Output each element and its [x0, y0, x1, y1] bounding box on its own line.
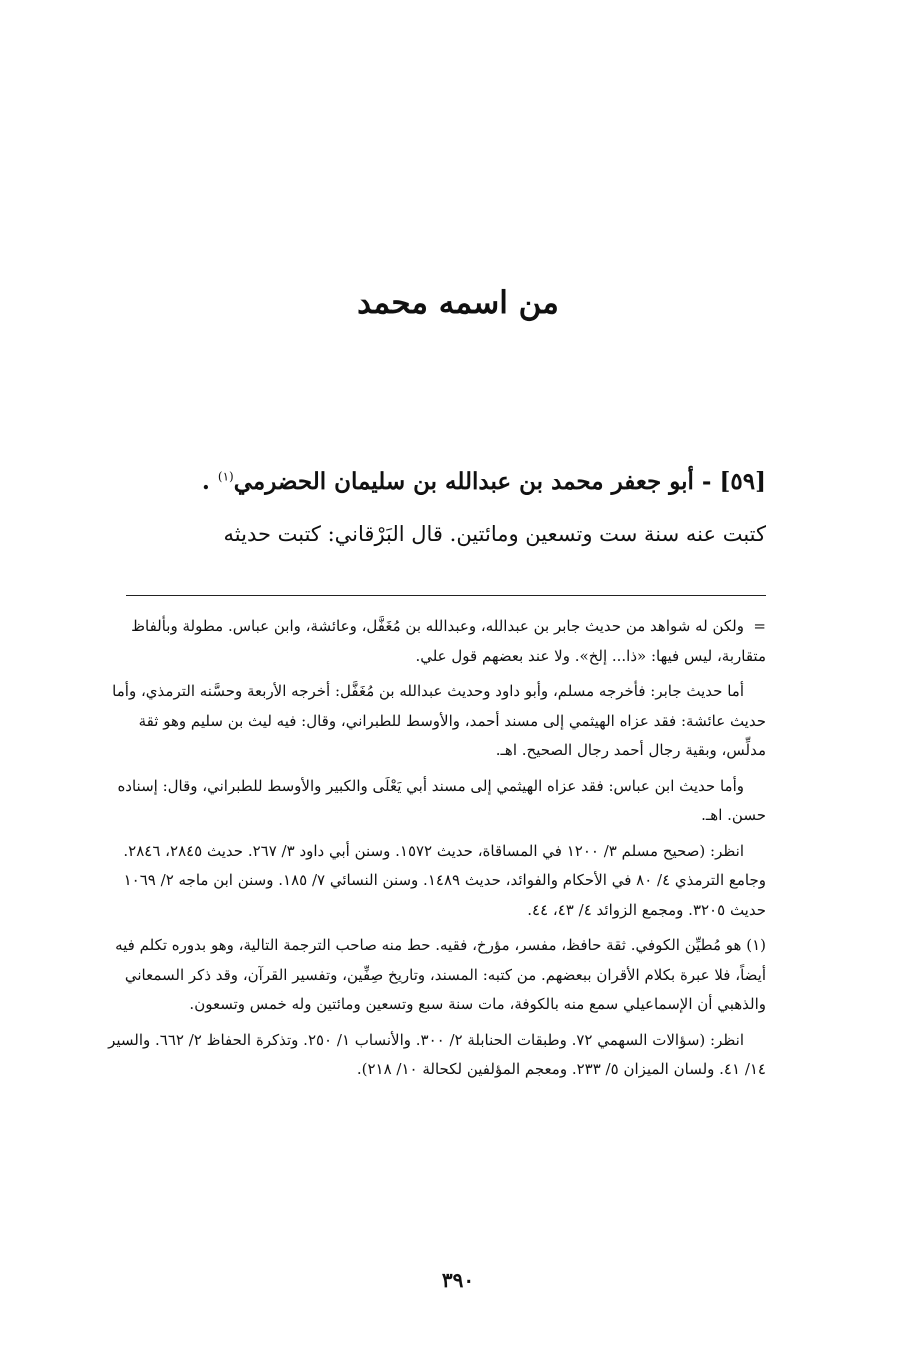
footnote-divider — [126, 595, 766, 596]
page-number: ٣٩٠ — [441, 1268, 475, 1292]
continuation-paragraph: =ولكن له شواهد من حديث جابر بن عبدالله، وعبدالله بن مُغَفَّل، وعائشة، وابن عباس. مطولة وبألفاظ متقاربة، ليس فيها: «ذا... إلخ». ولا عند بعضهم قول علي. — [106, 612, 766, 671]
continuation-paragraph: أما حديث جابر: فأخرجه مسلم، وأبو داود وحديث عبدالله بن مُغَفَّل: أخرجه الأربعة وحسَّنه الترمذي، وأما حديث عائشة: فقد عزاه الهيثمي إلى مسند أحمد، والأوسط للطبراني، وقال: فيه ليث بن سليم وهو ثقة مدلِّس، وبقية رجال أحمد رجال الصحيح. اهـ. — [112, 682, 766, 759]
footnote-paragraph: (١) هو مُطيِّن الكوفي. ثقة حافظ، مفسر، مؤرخ، فقيه. حط منه صاحب الترجمة التالية، وهو بدوره تكلم فيه أيضاً، فلا عبرة بكلام الأقران ببعضهم. من كتبه: المسند، وتاريخ صِفِّين، وتفسير القرآن، وقد ذكر السمعاني والذهبي أن الإسماعيلي سمع منه بالكوفة، مات سنة سبع وتسعين ومائتين وله خمس وتسعون. — [115, 936, 766, 1013]
entry-body: كتبت عنه سنة ست وتسعين ومائتين. قال البَرْقاني: كتبت حديثه — [223, 522, 766, 546]
footnotes — [106, 612, 766, 1091]
continuation-paragraph: انظر: (صحيح مسلم ٣/ ١٢٠٠ في المساقاة، حديث ١٥٧٢. وسنن أبي داود ٣/ ٢٦٧. حديث ٢٨٤٥، ٢٨٤٦. وجامع الترمذي ٤/ ٨٠ في الأحكام والفوائد، حديث ١٤٨٩. وسنن النسائي ٧/ ١٨٥. وسنن ابن ماجه ٢/ ١٠٦٩ حديث ٣٢٠٥. ومجمع الزوائد ٤/ ٤٣، ٤٤. — [123, 841, 766, 919]
entry-terminator: . — [201, 468, 210, 495]
chapter-title: من اسمه محمد — [357, 285, 559, 321]
entry-name: - أبو جعفر محمد بن عبدالله بن سليمان الحضرمي — [233, 468, 712, 495]
footnote-marker: (١) — [746, 936, 766, 954]
entry-heading — [126, 468, 766, 495]
footnote-paragraph: انظر: (سؤالات السهمي ٧٢. وطبقات الحنابلة ٢/ ٣٠٠. والأنساب ١/ ٢٥٠. وتذكرة الحفاظ ٢/ ٦٦٢. والسير ١٤/ ٤١. ولسان الميزان ٥/ ٢٣٣. ومعجم المؤلفين لكحالة ١٠/ ٢١٨). — [108, 1030, 766, 1078]
continuation-marker: = — [753, 617, 766, 635]
footnote-ref: (١) — [217, 469, 234, 484]
entry-number: [٥٩] — [719, 468, 766, 495]
continuation-paragraph: وأما حديث ابن عباس: فقد عزاه الهيثمي إلى مسند أبي يَعْلَى والكبير والأوسط للطبراني، وقال: إسناده حسن. اهـ. — [117, 776, 766, 824]
